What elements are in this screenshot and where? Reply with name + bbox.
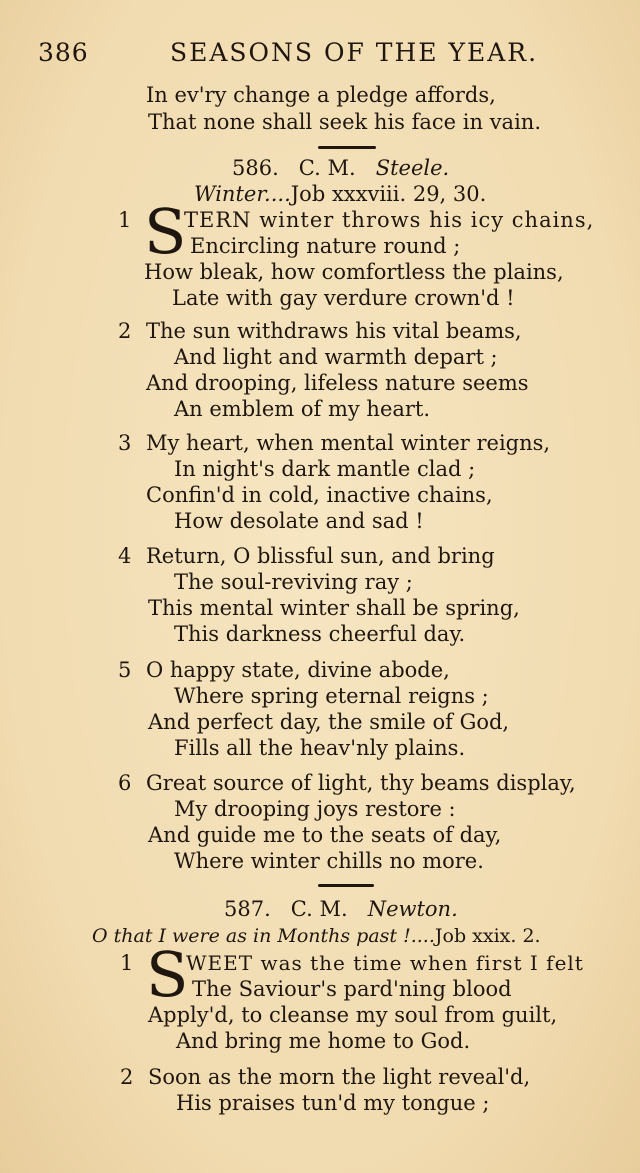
verse-line: My drooping joys restore : [174,797,456,821]
verse-line: Great source of light, thy beams display, [146,771,576,795]
verse-line: How bleak, how comfortless the plains, [144,260,564,284]
subtitle-reference: Job xxxviii. 29, 30. [290,182,487,206]
verse-line: Where spring eternal reigns ; [174,684,489,708]
verse-line: How desolate and sad ! [174,509,424,533]
verse-line: Soon as the morn the light reveal'd, [148,1065,531,1089]
verse-line: This mental winter shall be spring, [148,596,520,620]
drop-cap: S [146,938,189,1011]
verse-line: Fills all the heav'nly plains. [174,736,466,760]
verse-line: An emblem of my heart. [174,397,431,421]
verse-line: O happy state, divine abode, [146,658,450,682]
verse-line: Confin'd in cold, inactive chains, [146,483,493,507]
verse-number: 2 [118,319,132,343]
verse-line: And light and warmth depart ; [174,345,498,369]
verse-line: Encircling nature round ; [190,234,461,258]
hymn-divider [318,884,374,887]
verse-line: TERN winter throws his icy chains, [184,208,595,232]
page-number: 386 [38,38,89,67]
verse-number: 1 [118,208,132,232]
verse-line: WEET was the time when first I felt [186,951,584,975]
verse-line: Where winter chills no more. [174,849,484,873]
verse-number: 4 [118,544,132,568]
hymn-divider [318,146,376,149]
verse-line: The soul-reviving ray ; [174,570,413,594]
verse-line: His praises tun'd my tongue ; [176,1091,490,1115]
hymn-587-heading [224,896,458,922]
hymn-author: Steele. [375,156,450,180]
verse-number: 3 [118,431,132,455]
verse-number: 1 [120,951,134,975]
hymn-author: Newton. [367,897,458,921]
verse-number: 5 [118,658,132,682]
hymn-number: 587. [224,897,271,921]
hymn-586-subtitle [194,181,486,207]
verse-line: My heart, when mental winter reigns, [146,431,551,455]
verse-line: And perfect day, the smile of God, [148,710,510,734]
verse-line: And guide me to the seats of day, [148,823,502,847]
verse-line: Late with gay verdure crown'd ! [172,286,515,310]
continuation-line: In ev'ry change a pledge affords, [146,83,496,107]
drop-cap: S [144,195,187,268]
verse-number: 2 [120,1065,134,1089]
page-header [0,38,640,74]
hymn-meter: C. M. [290,897,348,921]
subtitle-topic: O that I were as in Months past !.... [92,925,435,947]
continuation-line: That none shall seek his face in vain. [148,110,541,134]
running-title: SEASONS OF THE YEAR. [170,38,539,67]
verse-line: This darkness cheerful day. [174,622,466,646]
subtitle-topic: Winter.... [194,182,291,206]
verse-line: In night's dark mantle clad ; [174,457,476,481]
hymn-meter: C. M. [298,156,356,180]
verse-line: And drooping, lifeless nature seems [146,371,529,395]
verse-number: 6 [118,771,132,795]
hymn-number: 586. [232,156,279,180]
verse-line: The sun withdraws his vital beams, [146,319,522,343]
subtitle-reference: Job xxix. 2. [434,925,541,947]
verse-line: Apply'd, to cleanse my soul from guilt, [148,1003,558,1027]
verse-line: And bring me home to God. [176,1029,471,1053]
verse-line: Return, O blissful sun, and bring [146,544,495,568]
verse-line: The Saviour's pard'ning blood [192,977,512,1001]
hymn-586-heading [232,155,449,181]
